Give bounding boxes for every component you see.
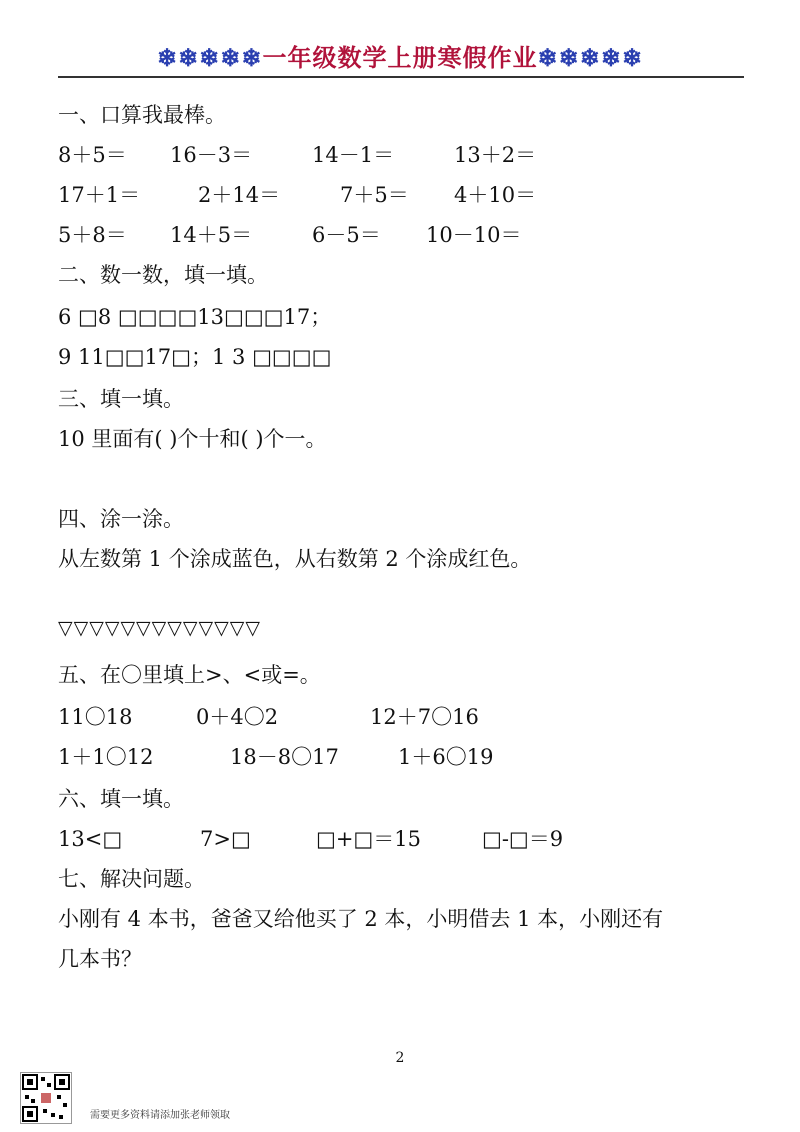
compare-problem: 12＋7〇16 [370,705,479,729]
worksheet-title: 一年级数学上册寒假作业 [262,43,538,72]
math-problem: 14＋5＝ [170,223,253,247]
page-header [0,38,800,73]
compare-problem: 18－8〇17 [230,745,339,769]
section-6-title: 六、填一填。 [58,787,184,811]
math-problem: 5＋8＝ [58,223,127,247]
triangle-row: ▽▽▽▽▽▽▽▽▽▽▽▽▽ [58,617,261,639]
math-problem: 10－10＝ [426,223,522,247]
section-3-title: 三、填一填。 [58,387,184,411]
number-sequence-line-1: 6 □8 □□□□13□□□17； [58,305,332,329]
mental-math-row-2 [58,180,758,210]
fill-in-problem: 13<□ [58,827,123,851]
section-5-title: 五、在〇里填上>、<或=。 [58,663,321,687]
math-problem: 6－5＝ [312,223,381,247]
compare-row-1 [58,702,758,732]
number-sequence-line-2: 9 11□□17□；1 3 □□□□ [58,345,332,369]
snowflake-icons-left: ❄❄❄❄❄ [156,43,263,72]
math-problem: 4＋10＝ [454,183,537,207]
math-problem: 8＋5＝ [58,143,127,167]
word-problem-line-1: 小刚有 4 本书，爸爸又给他买了 2 本，小明借去 1 本，小刚还有 [58,907,664,931]
section-7-title: 七、解决问题。 [58,867,205,891]
tens-ones-question: 10 里面有( )个十和( )个一。 [58,427,327,451]
section-4-title: 四、涂一涂。 [58,507,184,531]
coloring-instruction: 从左数第 1 个涂成蓝色，从右数第 2 个涂成红色。 [58,547,532,571]
section-2-title: 二、数一数，填一填。 [58,263,268,287]
math-problem: 16－3＝ [170,143,253,167]
fill-in-problem: 7>□ [200,827,251,851]
math-problem: 2＋14＝ [198,183,281,207]
fill-in-problem: □+□＝15 [316,827,421,851]
snowflake-icons-right: ❄❄❄❄❄ [537,43,644,72]
math-problem: 14－1＝ [312,143,395,167]
header-divider [58,76,744,78]
mental-math-row-1 [58,140,758,170]
word-problem-line-2: 几本书？ [58,947,142,971]
compare-row-2 [58,742,758,772]
math-problem: 13＋2＝ [454,143,537,167]
compare-problem: 1＋6〇19 [398,745,494,769]
qr-code-icon [20,1072,72,1124]
page-number: 2 [395,1050,405,1066]
qr-caption: 需要更多资料请添加张老师领取 [90,1110,230,1121]
fill-in-problem: □-□＝9 [482,827,564,851]
math-problem: 7＋5＝ [340,183,409,207]
compare-problem: 11〇18 [58,705,133,729]
math-problem: 17＋1＝ [58,183,141,207]
compare-problem: 0＋4〇2 [196,705,279,729]
fill-in-row [58,824,758,854]
section-1-title: 一、口算我最棒。 [58,103,226,127]
mental-math-row-3 [58,220,758,250]
compare-problem: 1＋1〇12 [58,745,154,769]
